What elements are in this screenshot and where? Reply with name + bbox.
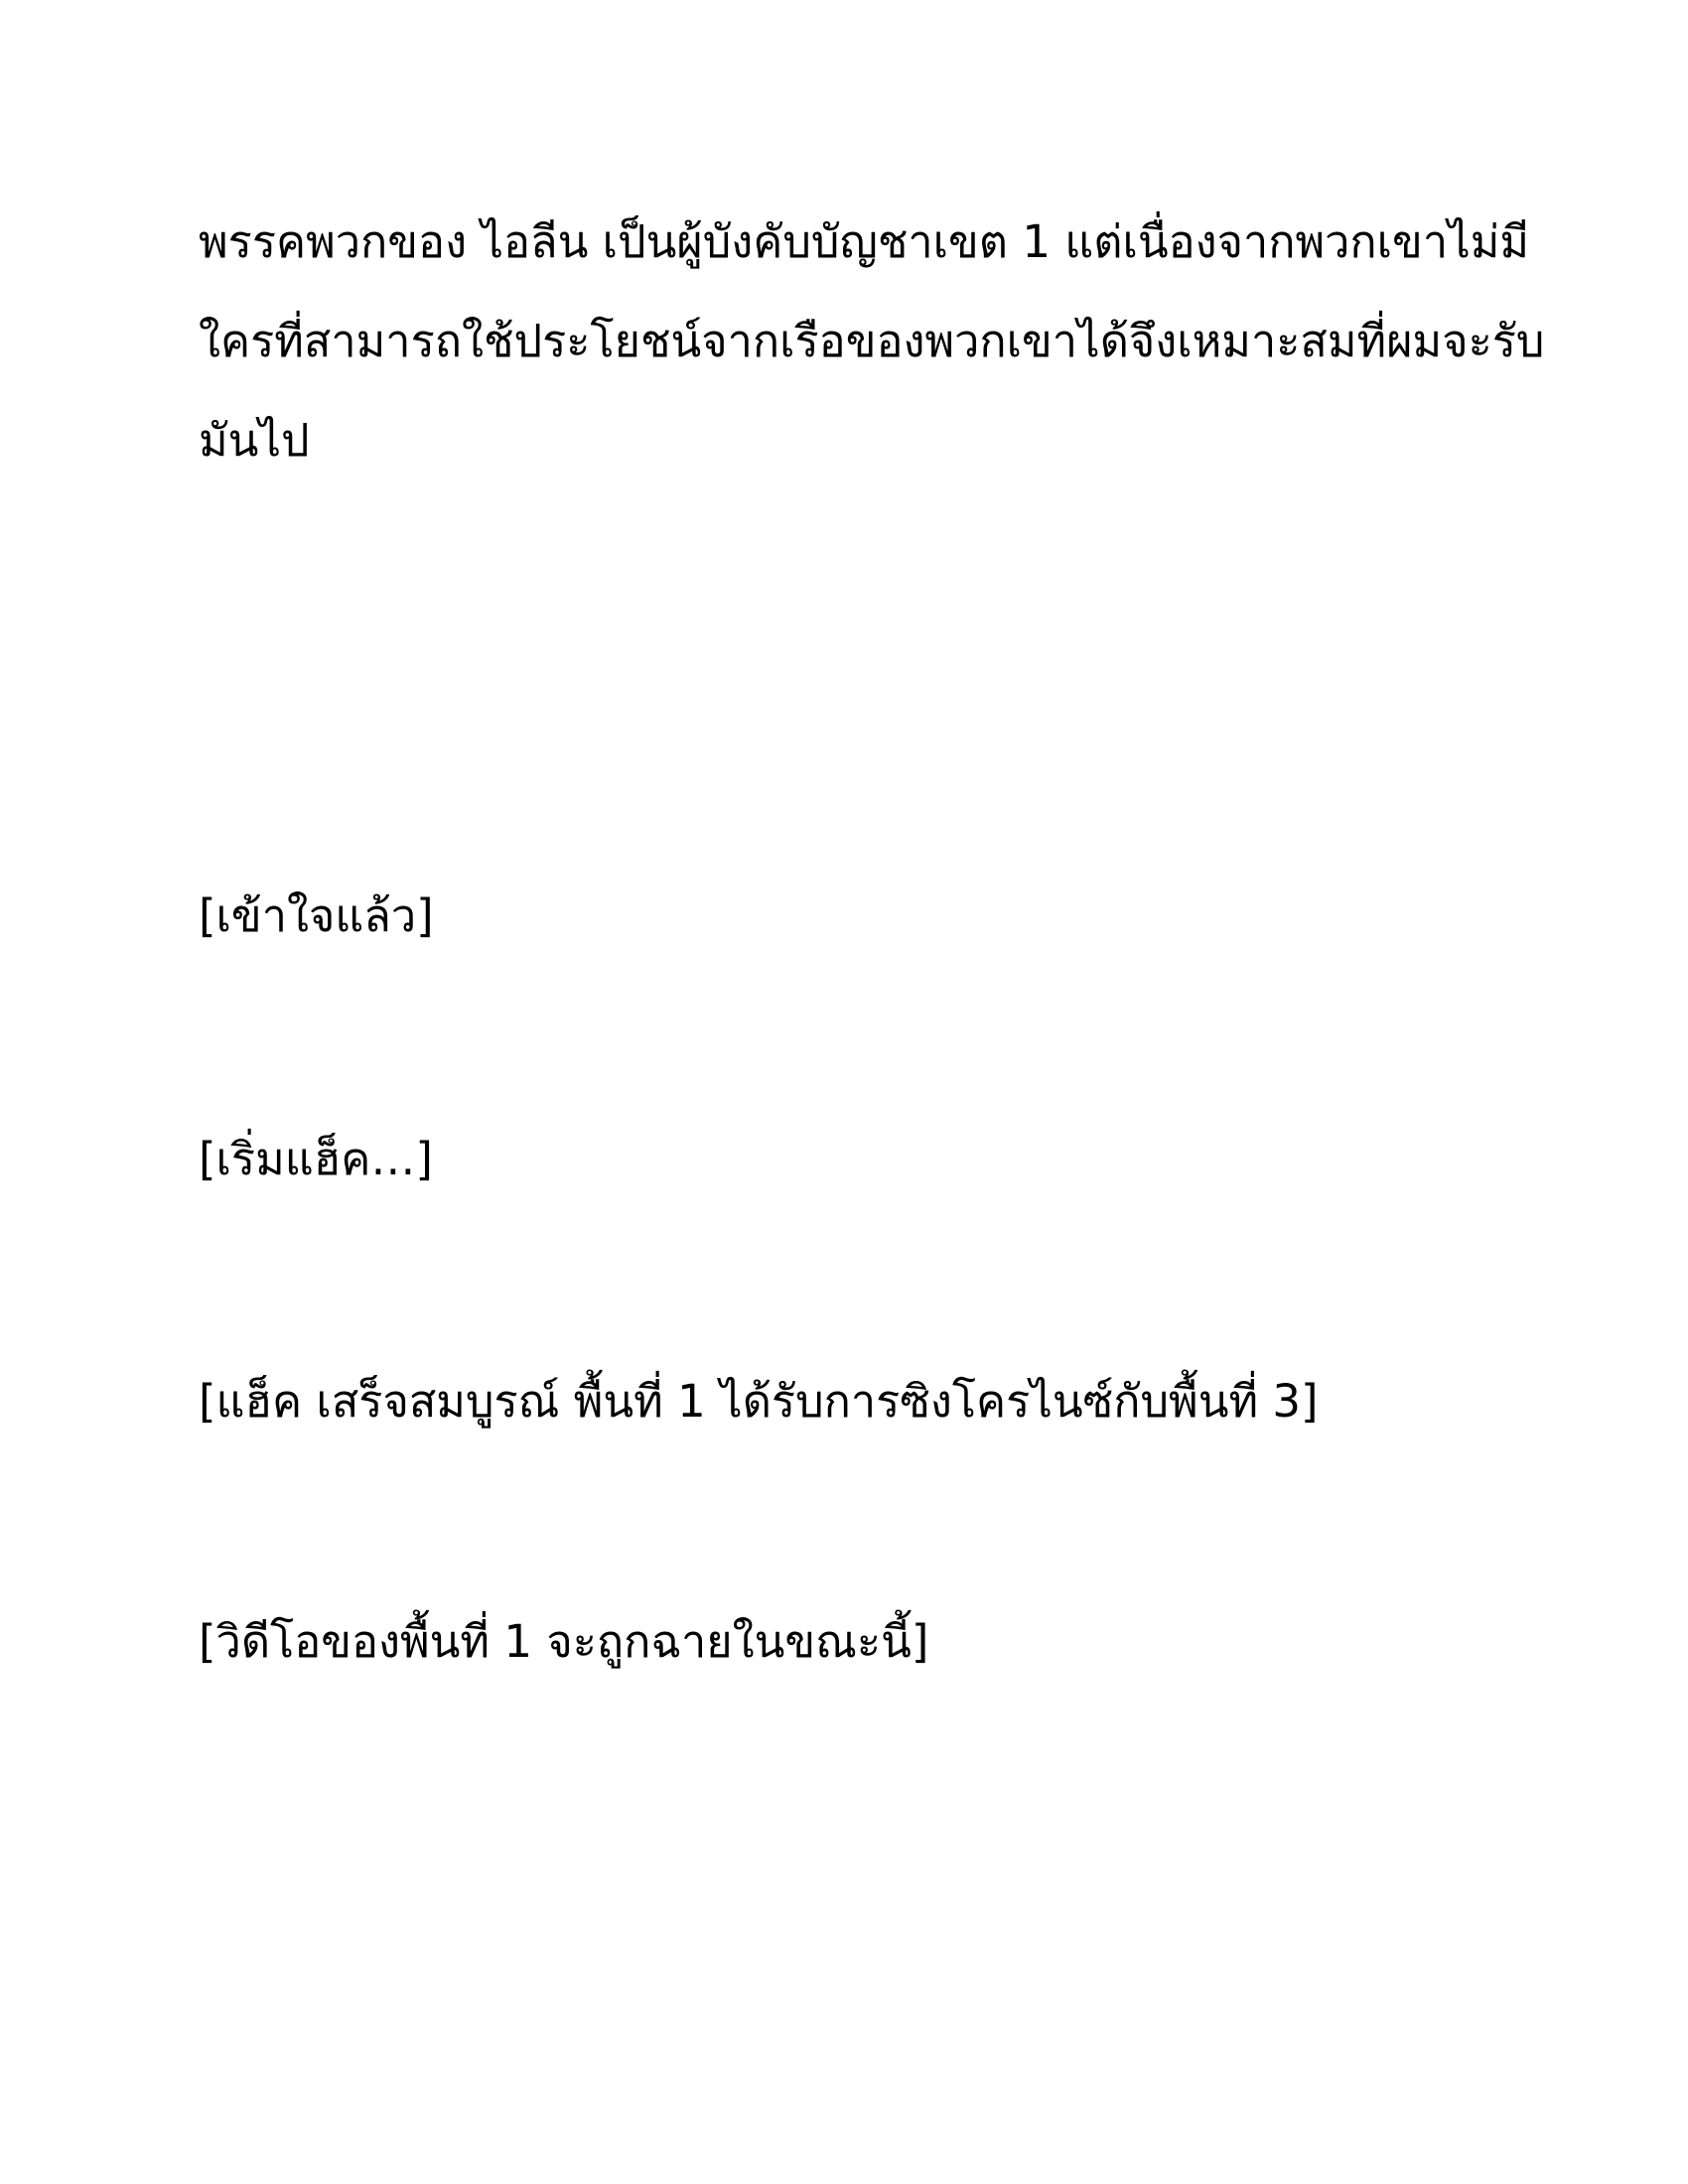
paragraph-1-line-2: ใครที่สามารถใช้ประโยชน์จากเรือของพวกเขาได้จึงเหมาะสมที่ผมจะรับ <box>199 315 1545 367</box>
paragraph-2: [เข้าใจแล้ว] <box>199 889 434 942</box>
paragraph-5: [วิดีโอของพื้นที่ 1 จะถูกฉายในขณะนี้] <box>199 1615 929 1668</box>
paragraph-1-line-1: พรรคพวกของ ไอลีน เป็นผู้บังคับบัญชาเขต 1 แต่เนื่องจากพวกเขาไม่มี <box>199 215 1530 268</box>
paragraph-3: [เริ่มแฮ็ค…] <box>199 1133 433 1185</box>
paragraph-1-line-3: มันไป <box>199 414 310 467</box>
paragraph-4: [แฮ็ค เสร็จสมบูรณ์ พื้นที่ 1 ได้รับการซิงโครไนซ์กับพื้นที่ 3] <box>199 1375 1319 1428</box>
